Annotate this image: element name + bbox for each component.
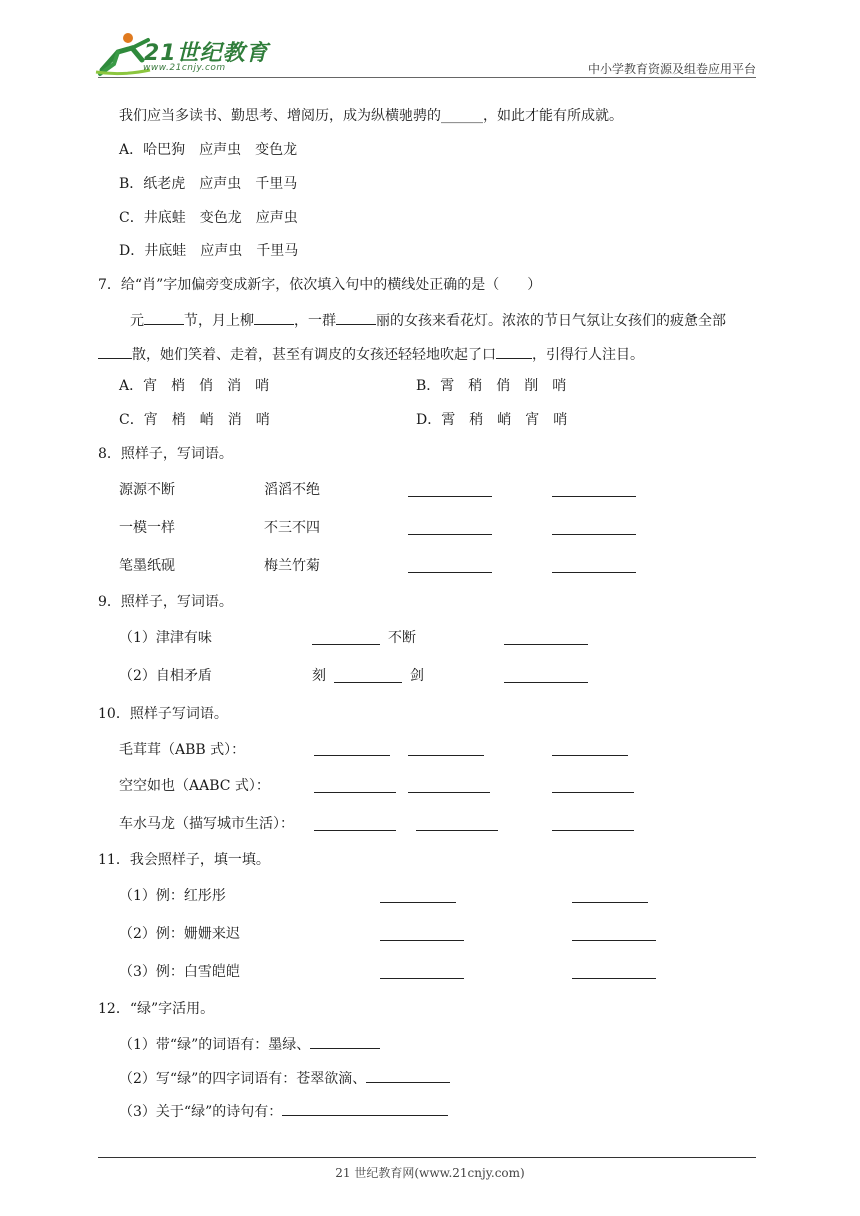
q10-row3-blank-3[interactable] xyxy=(552,830,634,831)
q11-row3-label: （3）例：白雪皑皑 xyxy=(119,964,240,980)
q11-row3-blank-2[interactable] xyxy=(572,978,656,979)
q9-row2-label: （2）自相矛盾 xyxy=(119,668,212,684)
q9-row1-blank-2[interactable] xyxy=(504,644,588,645)
q9-row2-pre: 刻 xyxy=(312,668,326,684)
q12-row2: （2）写“绿”的四字词语有：苍翠欲滴、 xyxy=(119,1068,450,1088)
logo-text: 21世纪教育 xyxy=(144,41,269,66)
q10-row3-blank-1[interactable] xyxy=(314,830,396,831)
q11-row2-blank-1[interactable] xyxy=(380,940,464,941)
q12-stem: 12．“绿”字活用。 xyxy=(98,1001,215,1017)
q9-row2-post: 剑 xyxy=(410,668,424,684)
q10-row2-blank-2[interactable] xyxy=(408,792,490,793)
q11-row1-blank-2[interactable] xyxy=(572,902,648,903)
footer-text: 21 世纪教育网(www.21cnjy.com) xyxy=(335,1166,525,1180)
q10-row1-label: 毛茸茸（ABB 式）： xyxy=(119,742,246,758)
q6-option-b: B．纸老虎 应声虫 千里马 xyxy=(119,176,298,192)
q7-stem: 7．给“肖”字加偏旁变成新字，依次填入句中的横线处正确的是（ ） xyxy=(98,277,542,293)
q7-option-b: B．霄 稍 俏 削 哨 xyxy=(416,378,567,394)
q10-row1-blank-3[interactable] xyxy=(552,755,628,756)
q8-row2-blank-1[interactable] xyxy=(408,534,492,535)
q7-option-c: C．宵 梢 峭 消 哨 xyxy=(119,412,270,428)
q10-row3-blank-2[interactable] xyxy=(416,830,498,831)
q7-option-d: D．霄 稍 峭 宵 哨 xyxy=(416,412,568,428)
q10-stem: 10．照样子写词语。 xyxy=(98,706,228,722)
q6-stem: 我们应当多读书、勤思考、增阅历，成为纵横驰骋的______，如此才能有所成就。 xyxy=(119,108,623,124)
q8-row1-blank-1[interactable] xyxy=(408,496,492,497)
q8-row2-blank-2[interactable] xyxy=(552,534,636,535)
q8-row3-a: 笔墨纸砚 xyxy=(119,558,175,574)
q11-row2-label: （2）例：姗姗来迟 xyxy=(119,926,240,942)
q12-row1: （1）带“绿”的词语有：墨绿、 xyxy=(119,1034,380,1054)
q11-stem: 11．我会照样子，填一填。 xyxy=(98,852,270,868)
q8-row1-a: 源源不断 xyxy=(119,482,175,498)
q8-row3-blank-1[interactable] xyxy=(408,572,492,573)
q9-stem: 9．照样子，写词语。 xyxy=(98,594,233,610)
q8-row1-b: 滔滔不绝 xyxy=(264,482,320,498)
q8-row2-a: 一模一样 xyxy=(119,520,175,536)
q8-row3-blank-2[interactable] xyxy=(552,572,636,573)
logo-url: www.21cnjy.com xyxy=(143,63,226,73)
q6-option-a: A．哈巴狗 应声虫 变色龙 xyxy=(119,142,298,158)
q8-stem: 8．照样子，写词语。 xyxy=(98,446,233,462)
q7-option-a: A．宵 梢 俏 消 哨 xyxy=(119,378,270,394)
footer-divider xyxy=(98,1157,756,1158)
q9-row1-label: （1）津津有味 xyxy=(119,630,212,646)
q9-row1-mid: 不断 xyxy=(388,630,416,646)
q12-row3: （3）关于“绿”的诗句有： xyxy=(119,1101,448,1121)
q10-row3-label: 车水马龙（描写城市生活）： xyxy=(119,816,294,832)
platform-name: 中小学教育资源及组卷应用平台 xyxy=(587,62,756,76)
q11-row1-blank-1[interactable] xyxy=(380,902,456,903)
q10-row2-label: 空空如也（AABC 式）： xyxy=(119,778,270,794)
q11-row2-blank-2[interactable] xyxy=(572,940,656,941)
q8-row1-blank-2[interactable] xyxy=(552,496,636,497)
q10-row1-blank-1[interactable] xyxy=(314,755,390,756)
q10-row1-blank-2[interactable] xyxy=(408,755,484,756)
q9-row2-blank-2[interactable] xyxy=(504,682,588,683)
q7-passage-line2: 散，她们笑着、走着，甚至有调皮的女孩还轻轻地吹起了口 ，引得行人注目。 xyxy=(98,344,644,364)
q10-row2-blank-3[interactable] xyxy=(552,792,634,793)
q6-option-c: C．井底蛙 变色龙 应声虫 xyxy=(119,210,298,226)
q10-row2-blank-1[interactable] xyxy=(314,792,396,793)
header-divider xyxy=(98,77,756,78)
q7-passage-line1: 元 节，月上柳 ，一群 丽的女孩来看花灯。浓浓的节日气氛让女孩们的疲惫全部 xyxy=(130,310,726,330)
q9-row1-blank-1[interactable] xyxy=(312,644,380,645)
q11-row1-label: （1）例：红彤彤 xyxy=(119,888,226,904)
q11-row3-blank-1[interactable] xyxy=(380,978,464,979)
q6-option-d: D．井底蛙 应声虫 千里马 xyxy=(119,243,299,259)
q8-row3-b: 梅兰竹菊 xyxy=(264,558,320,574)
q8-row2-b: 不三不四 xyxy=(264,520,320,536)
q9-row2-blank-1[interactable] xyxy=(334,682,402,683)
